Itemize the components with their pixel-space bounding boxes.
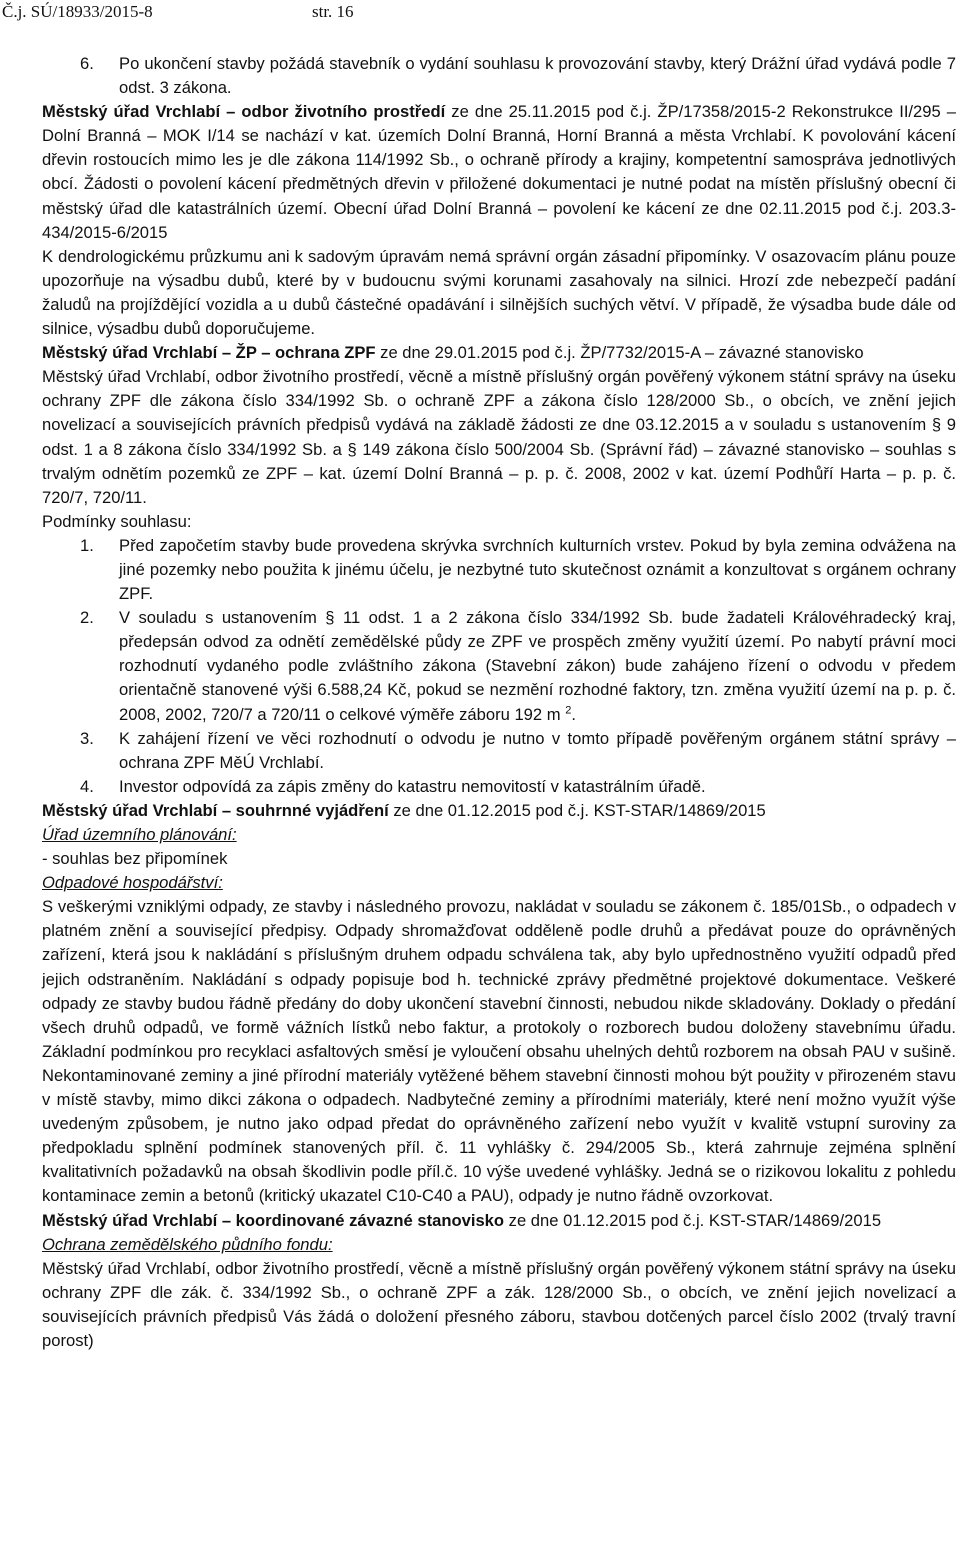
list-number: 6.: [80, 54, 94, 73]
condition-item: [42, 775, 956, 799]
subsection-heading: Úřad územního plánování:: [42, 825, 237, 844]
section-summary-statement: [42, 799, 956, 823]
section-title: Městský úřad Vrchlabí – odbor životního prostředí: [42, 102, 446, 122]
condition-item: [42, 727, 956, 775]
subsection-heading: Ochrana zemědělského půdního fondu:: [42, 1234, 333, 1254]
paragraph: Městský úřad Vrchlabí, odbor životního prostředí, věcně a místně příslušný orgán pověřený výkonem státní správy na úseku ochrany ZPF dle zák. č. 334/1992 Sb., o ochraně ZPF a zák. 128/2000 Sb., o obcích, ve znění jejich novelizací a souvisejících právních předpisů Vás žádá o doložení přesného záboru, stavbou dotčených parcel číslo 2002 (trvalý travní porost): [42, 1258, 956, 1350]
list-number: 1.: [80, 535, 94, 555]
section-env-office: [42, 100, 956, 245]
list-number: 3.: [80, 728, 94, 748]
section-title: Městský úřad Vrchlabí – koordinované závazné stanovisko: [42, 1210, 505, 1230]
paragraph: S veškerými vzniklými odpady, ze stavby i následného provozu, nakládat v souladu se zákonem č. 185/01Sb., o odpadech v platném znění a související předpisy. Odpady shromažďovat odděleně podle druhů a předávat pouze do oprávněných zařízení, která jsou k nakládání s příslušným druhem odpadu schválena tak, aby bylo upřednostněno využití odpadů před jejich odstraněním. Nakládání s odpady popisuje bod h. technické zprávy předmětné projektové dokumentace. Veškeré odpady ze stavby budou řádně předány do doby ukončení stavební činnosti, nebudou nikde skladovány. Doklady o předání všech druhů odpadů, ve formě vážních lístků nebo faktur, a protokoly o rozborech budou doloženy stavebnímu úřadu. Základní podmínkou pro recyklaci asfaltových směsí je vyloučení obsahu uhelných dehtů rozborem na obsah PAU v sušině. Nekontaminované zeminy a jiné přírodní materiály vytěžené během stavební činnosti mohou být použity v přirozeném stavu v místě stavby, mimo dikci zákona o odpadech. Nadbytečné zeminy a přírodními materiály, které není možno využít výše uvedeným způsobem, je nutno jako odpad předat do oprávněného zařízení nebo využít v kvalitě vstupní suroviny za předpokladu splnění podmínek stanovených příl. č. 11 vyhlášky č. 294/2005 Sb., která zahrnuje zejména splnění kvalitativních požadavků na obsah škodlivin podle příl.č. 10 výše uvedené vyhlášky. Jedná se o rizikovou lokalitu z pohledu kontaminace zemin a betonů (kritický ukazatel C10-C40 a PAU), odpady je nutno řádně ovzorkovat.: [42, 897, 956, 1206]
condition-item: [42, 534, 956, 606]
section-title: Městský úřad Vrchlabí – ŽP – ochrana ZPF: [42, 343, 376, 363]
page-header: [0, 0, 960, 24]
section-title: Městský úřad Vrchlabí – souhrnné vyjádření: [42, 800, 389, 820]
paragraph: - souhlas bez připomínek: [42, 849, 228, 869]
section-text: ze dne 01.12.2015 pod č.j. KST-STAR/14869/2015: [504, 1210, 882, 1230]
conditions-label: Podmínky souhlasu:: [42, 511, 192, 531]
condition-text: Investor odpovídá za zápis změny do katastru nemovitostí v katastrálním úřadě.: [119, 776, 706, 796]
page-number: str. 16: [312, 2, 354, 21]
condition-text: K zahájení řízení ve věci rozhodnutí o odvodu je nutno v tomto případě pověřeným orgánem státní správy – ochrana ZPF MěÚ Vrchlabí.: [119, 728, 956, 772]
section-zpf: [42, 341, 956, 365]
section-text: ze dne 25.11.2015 pod č.j. ŽP/17358/2015-2 Rekonstrukce II/295 – Dolní Branná – MOK I/14 se nachází v kat. územích Dolní Branná, Horní Branná a města Vrchlabí. K povolování kácení dřevin rostoucích mimo les je dle zákona 114/1992 Sb., o ochraně přírody a krajiny, kompetentní samospráva jednotlivých obcí. Žádosti o povolení kácení předmětných dřevin v přiložené dokumentaci je nutné podat na místěn příslušný obecní či městský úřad dle katastrálních území. Obecní úřad Dolní Branná – povolení ke kácení ze dne 02.11.2015 pod č.j. 203.3-434/2015-6/2015: [42, 102, 956, 242]
list-item-text: Po ukončení stavby požádá stavebník o vydání souhlasu k provozování stavby, který Drážní úřad vydává podle 7 odst. 3 zákona.: [119, 54, 956, 98]
paragraph: Městský úřad Vrchlabí, odbor životního prostředí, věcně a místně příslušný orgán pověřený výkonem státní správy na úseku ochrany ZPF dle zákona číslo 334/1992 Sb. o ochraně ZPF a zákona číslo 128/2000 Sb., o obcích, ve znění jejich novelizací a souvisejících právních předpisů vydává na základě žádosti ze dne 03.12.2015 a v souladu s ustanovením § 9 odst. 1 a 8 zákona číslo 334/1992 Sb. a § 149 zákona číslo 500/2004 Sb. (Správní řád) – závazné stanovisko – souhlas s trvalým odnětím pozemků ze ZPF – kat. území Dolní Branná – p. p. č. 2008, 2002 v kat. území Podhůří Harta – p. p. č. 720/7, 720/11.: [42, 367, 956, 507]
section-coordinated-statement: [42, 1209, 956, 1233]
list-item-6: [42, 52, 956, 100]
paragraph: K dendrologickému průzkumu ani k sadovým úpravám nemá správní orgán zásadní připomínky. V osazovacím plánu pouze upozorňuje na výsadbu dubů, které by v budoucnu svými korunami zasahovaly na silnici. Hrozí zde nebezpečí padání žaludů na projíždějící vozidla a u dubů částečné opadávání i silnějších suchých větví. V případě, že výsadba bude dále od silnice, výsadbu dubů doporučujeme.: [42, 246, 956, 339]
section-text: ze dne 01.12.2015 pod č.j. KST-STAR/14869/2015: [388, 800, 766, 820]
superscript: 2: [565, 704, 572, 716]
subsection-heading: Odpadové hospodářství:: [42, 873, 223, 893]
condition-item: [42, 606, 956, 726]
section-text: ze dne 29.01.2015 pod č.j. ŽP/7732/2015-A – závazné stanovisko: [375, 343, 864, 363]
document-body: [42, 52, 956, 1353]
condition-text: V souladu s ustanovením § 11 odst. 1 a 2 zákona číslo 334/1992 Sb. bude žadateli Královéhradecký kraj, předepsán odvod za odnětí zemědělské půdy ze ZPF ve prospěch změny využití území. Po nabytí právní moci rozhodnutí vydaného podle zvláštního zákona (Stavební zákon) bude zahájeno řízení o odvodu v předem orientačně stanovené výši 6.588,24 Kč, pokud se nezmění rozhodné faktory, tzn. změna využití území na p. p. č. 2008, 2002, 720/7 a 720/11 o celkové výměře záboru 192 m: [119, 608, 956, 724]
list-number: 2.: [80, 608, 94, 628]
list-number: 4.: [80, 776, 94, 796]
condition-text-end: .: [571, 704, 576, 724]
condition-text: Před započetím stavby bude provedena skrývka svrchních kulturních vrstev. Pokud by byla zemina odvážena na jiné pozemky nebo použita k jinému účelu, je nezbytné tuto skutečnost oznámit a konzultovat s orgánem ochrany ZPF.: [119, 535, 956, 604]
document-reference: Č.j. SÚ/18933/2015-8: [2, 2, 153, 21]
